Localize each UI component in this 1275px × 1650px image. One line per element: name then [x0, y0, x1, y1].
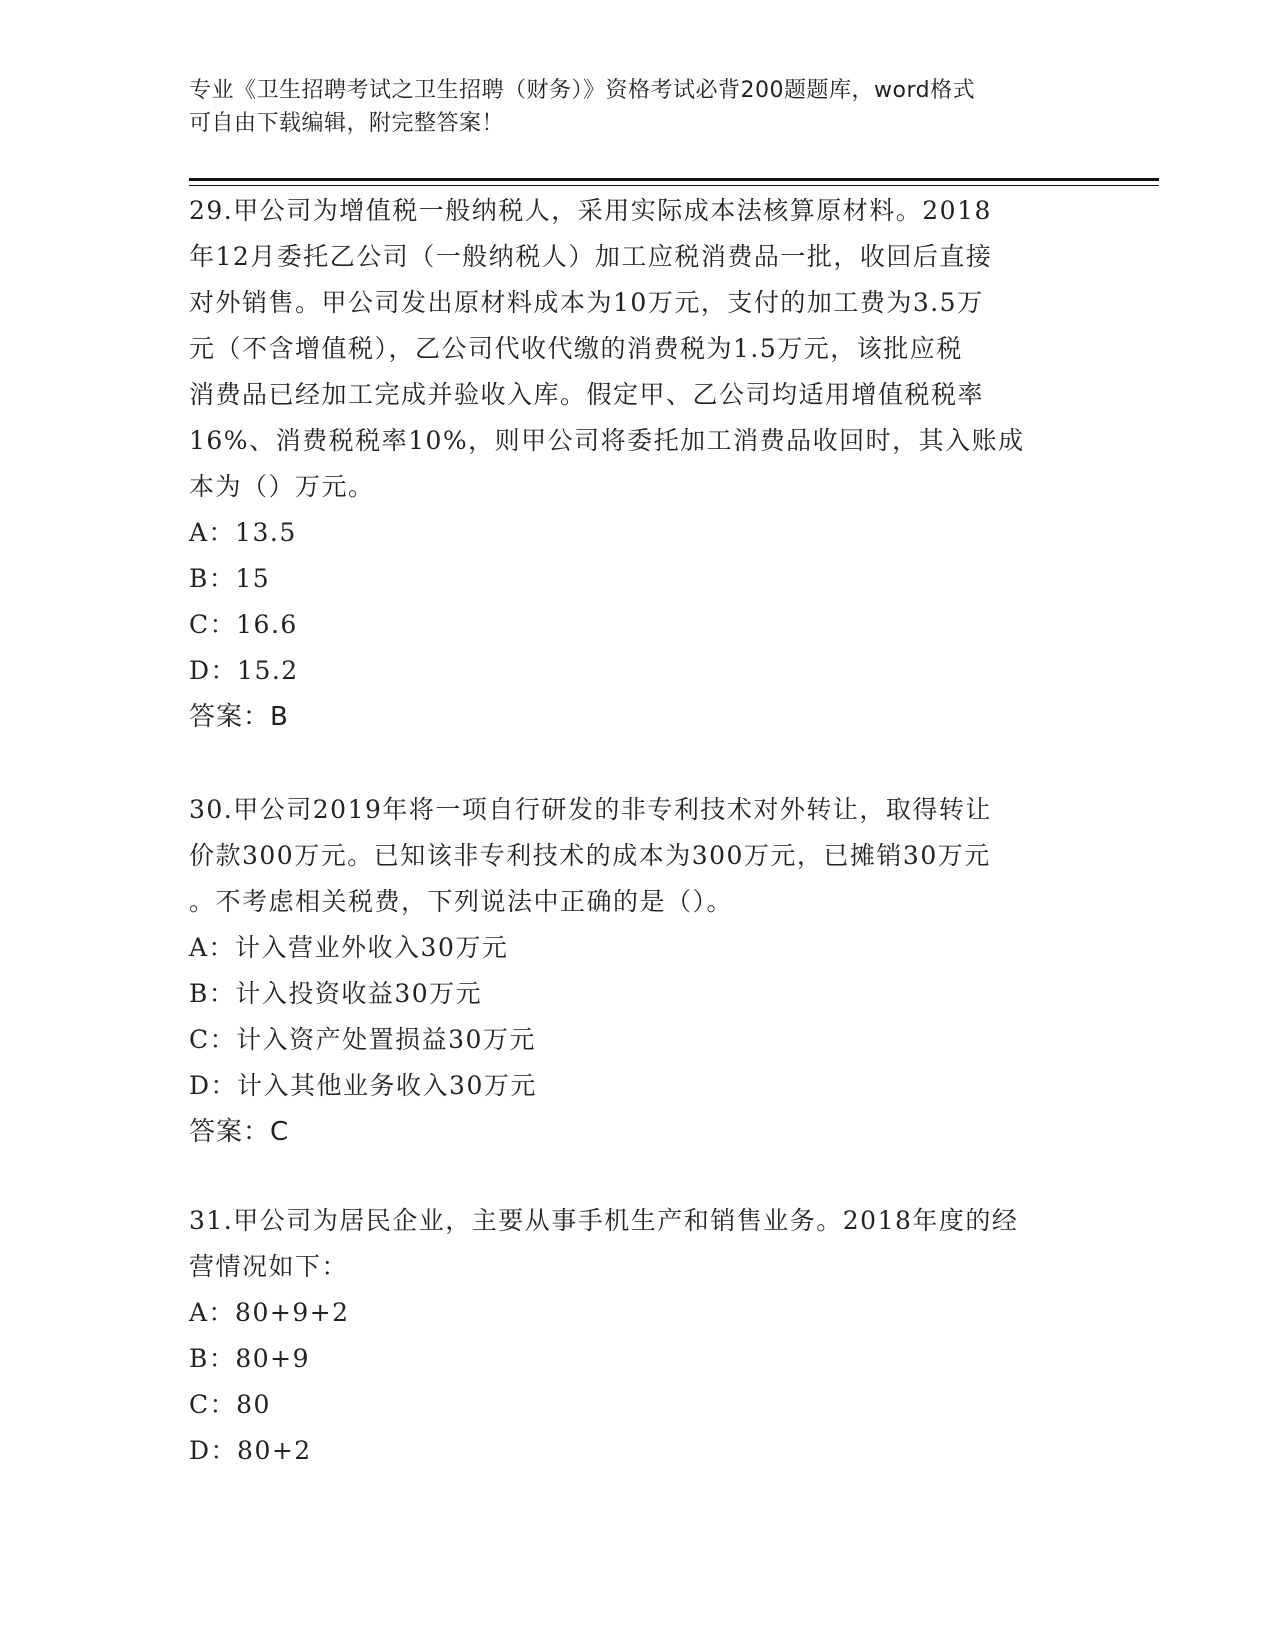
question-text-line: 消费品已经加工完成并验收入库。假定甲、乙公司均适用增值税税率 [189, 380, 985, 409]
answer-line: 答案：C [189, 1117, 290, 1147]
answer-line: 答案：B [189, 702, 289, 732]
header-divider-thin [189, 185, 1159, 186]
question-text-line: 营情况如下： [189, 1252, 349, 1281]
question-30 [189, 787, 1089, 1155]
option-b: B：15 [189, 564, 271, 593]
question-29 [189, 188, 1089, 740]
question-text-line: 本为（）万元。 [189, 472, 375, 501]
question-31 [189, 1198, 1089, 1474]
option-d: D：15.2 [189, 656, 299, 685]
question-text-line: 16%、消费税税率10%，则甲公司将委托加工消费品收回时，其入账成 [189, 426, 1025, 455]
question-29-text [189, 188, 1089, 510]
option-b: B：计入投资收益30万元 [189, 979, 483, 1008]
option-c: C：80 [189, 1390, 271, 1419]
option-d: D：80+2 [189, 1436, 312, 1465]
question-text-line: 31.甲公司为居民企业，主要从事手机生产和销售业务。2018年度的经 [189, 1206, 1019, 1235]
option-a: A：80+9+2 [189, 1298, 350, 1327]
question-text-line: 年12月委托乙公司（一般纳税人）加工应税消费品一批，收回后直接 [189, 242, 993, 271]
header-line-2: 可自由下载编辑，附完整答案！ [189, 111, 505, 136]
option-a: A：13.5 [189, 518, 297, 547]
option-c: C：16.6 [189, 610, 298, 639]
question-text-line: 价款300万元。已知该非专利技术的成本为300万元，已摊销30万元 [189, 841, 991, 870]
question-31-text [189, 1198, 1089, 1290]
option-a: A：计入营业外收入30万元 [189, 933, 509, 962]
option-c: C：计入资产处置损益30万元 [189, 1025, 536, 1054]
question-text-line: 29.甲公司为增值税一般纳税人，采用实际成本法核算原材料。2018 [189, 196, 992, 225]
question-30-text [189, 787, 1089, 925]
header-divider-thick [189, 178, 1159, 181]
question-text-line: 。不考虑相关税费，下列说法中正确的是（）。 [189, 887, 734, 916]
option-d: D：计入其他业务收入30万元 [189, 1071, 537, 1100]
question-text-line: 30.甲公司2019年将一项自行研发的非专利技术对外转让，取得转让 [189, 795, 992, 824]
option-b: B：80+9 [189, 1344, 311, 1373]
document-header [189, 74, 1089, 140]
question-text-line: 对外销售。甲公司发出原材料成本为10万元，支付的加工费为3.5万 [189, 288, 984, 317]
question-text-line: 元（不含增值税），乙公司代收代缴的消费税为1.5万元，该批应税 [189, 334, 963, 363]
header-line-1: 专业《卫生招聘考试之卫生招聘（财务）》资格考试必背200题题库，word格式 [189, 78, 976, 103]
